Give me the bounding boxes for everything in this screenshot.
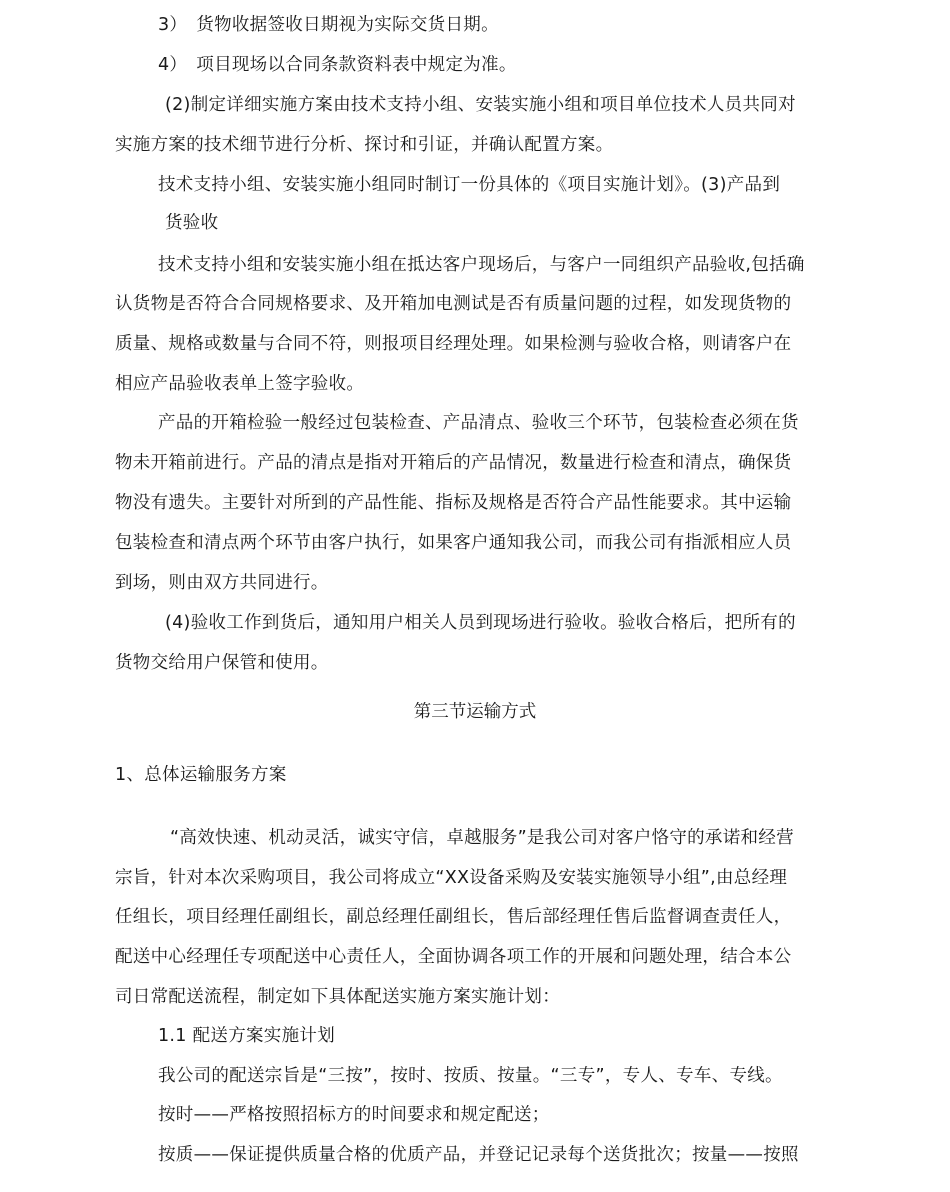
text-line: 配送中心经理任专项配送中心责任人，全面协调各项工作的开展和问题处理，结合本公 xyxy=(115,947,792,967)
text-line: 货物交给用户保管和使用。 xyxy=(115,653,329,673)
subsection-heading: 1.1 配送方案实施计划 xyxy=(158,1026,335,1046)
text-line: 司日常配送流程，制定如下具体配送实施方案实施计划： xyxy=(115,987,560,1007)
text-line: (2)制定详细实施方案由技术支持小组、安装实施小组和项目单位技术人员共同对 xyxy=(165,95,796,115)
text-line: 任组长，项目经理任副组长，副总经理任副组长，售后部经理任售后监督调查责任人， xyxy=(115,907,792,927)
text-line: 质量、规格或数量与合同不符，则报项目经理处理。如果检测与验收合格，则请客户在 xyxy=(115,334,792,354)
section-heading: 第三节运输方式 xyxy=(413,702,537,722)
subsection-heading: 1、总体运输服务方案 xyxy=(115,765,287,785)
text-line: 认货物是否符合合同规格要求、及开箱加电测试是否有质量问题的过程，如发现货物的 xyxy=(115,294,792,314)
text-line: 我公司的配送宗旨是“三按”，按时、按质、按量。“三专”，专人、专车、专线。 xyxy=(158,1066,783,1086)
text-line: 按时——严格按照招标方的时间要求和规定配送； xyxy=(158,1105,550,1125)
text-line: 相应产品验收表单上签字验收。 xyxy=(115,374,365,394)
text-line: 技术支持小组、安装实施小组同时制订一份具体的《项目实施计划》。(3)产品到 xyxy=(158,175,781,195)
text-line: 4） 项目现场以合同条款资料表中规定为准。 xyxy=(158,55,517,75)
text-line: 3） 货物收据签收日期视为实际交货日期。 xyxy=(158,15,499,35)
text-line: 物没有遗失。主要针对所到的产品性能、指标及规格是否符合产品性能要求。其中运输 xyxy=(115,493,792,513)
text-line: 实施方案的技术细节进行分析、探讨和引证，并确认配置方案。 xyxy=(115,135,614,155)
text-line: 产品的开箱检验一般经过包装检查、产品清点、验收三个环节，包装检查必须在货 xyxy=(158,413,799,433)
text-line: 物未开箱前进行。产品的清点是指对开箱后的产品情况，数量进行检查和清点，确保货 xyxy=(115,453,792,473)
text-line: “高效快速、机动灵活，诚实守信，卓越服务”是我公司对客户恪守的承诺和经营 xyxy=(170,828,794,848)
text-line: 到场，则由双方共同进行。 xyxy=(115,573,329,593)
text-line: (4)验收工作到货后，通知用户相关人员到现场进行验收。验收合格后，把所有的 xyxy=(165,613,796,633)
text-line: 技术支持小组和安装实施小组在抵达客户现场后，与客户一同组织产品验收,包括确 xyxy=(158,255,805,275)
text-line: 包装检查和清点两个环节由客户执行，如果客户通知我公司，而我公司有指派相应人员 xyxy=(115,533,792,553)
text-line: 按质——保证提供质量合格的优质产品，并登记记录每个送货批次；按量——按照 xyxy=(158,1145,799,1165)
text-line: 货验收 xyxy=(165,213,219,233)
text-line: 宗旨，针对本次采购项目，我公司将成立“XX设备采购及安装实施领导小组”,由总经理 xyxy=(115,868,788,888)
